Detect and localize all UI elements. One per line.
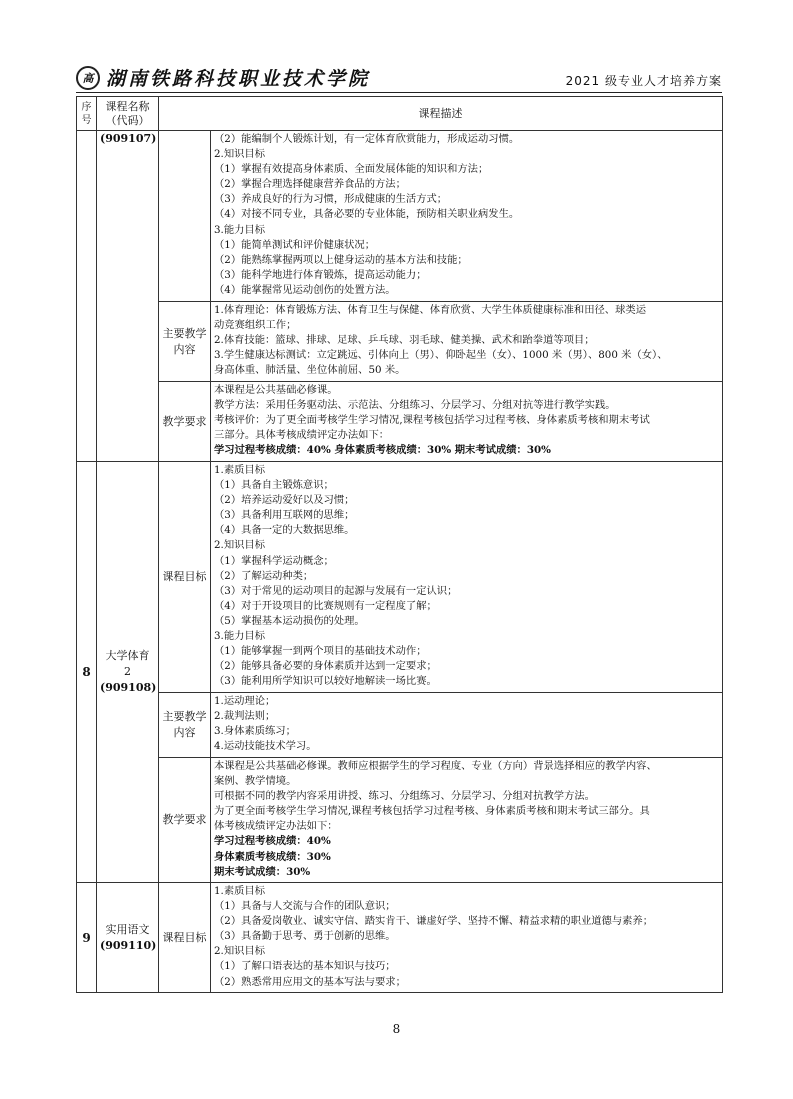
list-item: （3）对于常见的运动项目的起源与发展有一定认识； xyxy=(214,584,458,597)
table-row xyxy=(77,693,723,758)
row7-goal-label xyxy=(159,131,211,302)
page-header xyxy=(76,62,722,92)
row9-goals xyxy=(211,883,723,993)
row9-course-name xyxy=(97,883,159,993)
course-name: 大学体育 xyxy=(105,649,150,662)
list-item: （2）能够具备必要的身体素质并达到一定要求； xyxy=(214,660,437,673)
table-row xyxy=(77,462,723,693)
table-row xyxy=(77,131,723,302)
list-item: （2）培养运动爱好以及习惯； xyxy=(214,494,355,507)
list-item: 1.体育理论：体育锻炼方法、体育卫生与保健、体育欣赏、大学生体质健康标准和田径、球类运 xyxy=(214,304,646,316)
row8-req xyxy=(211,758,723,883)
list-item: 可根据不同的教学内容采用讲授、练习、分组练习、分层学习、分组对抗教学方法。 xyxy=(214,790,595,803)
list-item: （1）具备自主锻炼意识； xyxy=(214,479,334,492)
list-item: 4.运动技能技术学习。 xyxy=(214,740,317,753)
course-name-suffix: 2 xyxy=(124,665,131,678)
table-row xyxy=(77,302,723,382)
list-item: 期末考试成绩：30% xyxy=(214,865,311,878)
row8-course-name xyxy=(97,462,159,883)
list-item: 学习过程考核成绩：40% xyxy=(214,835,331,848)
list-item: （4）对接不同专业，具备必要的专业体能，预防相关职业病发生。 xyxy=(214,208,520,221)
list-item: （3）具备勤于思考、勇于创新的思维。 xyxy=(214,930,396,943)
list-item: （1）能简单测试和评价健康状况； xyxy=(214,238,376,251)
list-item: （3）具备利用互联网的思维； xyxy=(214,509,355,522)
row8-content-label: 主要教学内容 xyxy=(159,693,211,758)
row9-goal-label: 课程目标 xyxy=(159,883,211,993)
table-row xyxy=(77,758,723,883)
list-item: （1）掌握科学运动概念； xyxy=(214,554,334,567)
list-item: 2.知识目标 xyxy=(214,945,266,958)
row9-no: 9 xyxy=(77,883,97,993)
row7-goals xyxy=(211,131,723,302)
row8-goals xyxy=(211,462,723,693)
row7-no xyxy=(77,131,97,462)
col-header-no: 序号 xyxy=(77,97,97,131)
list-item: 教学方法：采用任务驱动法、示范法、分组练习、分层学习、分组对抗等进行教学实践。 xyxy=(214,399,616,412)
list-item: （2）具备爱岗敬业、诚实守信、踏实肯干、谦虚好学、坚持不懈、精益求精的职业道德与素养； xyxy=(214,915,654,928)
list-item: 3.能力目标 xyxy=(214,223,266,236)
list-item: 3.能力目标 xyxy=(214,630,266,643)
list-item: （2）能编制个人锻炼计划，有一定体育欣赏能力，形成运动习惯。 xyxy=(214,133,520,145)
table-header-row xyxy=(77,97,723,131)
list-item: （2）熟悉常用应用文的基本写法与要求； xyxy=(214,975,406,988)
list-item: （2）能熟练掌握两项以上健身运动的基本方法和技能； xyxy=(214,253,468,266)
list-item: 2.知识目标 xyxy=(214,148,266,161)
list-item: （4）能掌握常见运动创伤的处置方法。 xyxy=(214,283,396,296)
list-item: （2）了解运动种类； xyxy=(214,569,314,582)
list-item: 考核评价：为了更全面考核学生学习情况,课程考核包括学习过程考核、身体素质考核和期末考试 xyxy=(214,414,650,427)
course-code: (909110) xyxy=(100,938,157,952)
list-item: 三部分。具体考核成绩评定办法如下： xyxy=(214,429,390,442)
school-logo xyxy=(76,64,370,91)
list-item: 身高体重、肺活量、坐位体前屈、50 米。 xyxy=(214,364,406,377)
list-item: 学习过程考核成绩：40% 身体素质考核成绩：30% 期末考试成绩：30% xyxy=(214,444,551,457)
list-item: 为了更全面考核学生学习情况,课程考核包括学习过程考核、身体素质考核和期末考试三部分。具 xyxy=(214,805,650,818)
list-item: 案例、教学情境。 xyxy=(214,775,297,788)
list-item: （1）掌握有效提高身体素质、全面发展体能的知识和方法； xyxy=(214,163,489,176)
row8-req-label: 教学要求 xyxy=(159,758,211,883)
table-row xyxy=(77,382,723,462)
list-item: （4）对于开设项目的比赛规则有一定程度了解； xyxy=(214,599,437,612)
list-item: 1.素质目标 xyxy=(214,885,266,897)
row7-req-label: 教学要求 xyxy=(159,382,211,462)
list-item: 2.裁判法则； xyxy=(214,710,276,723)
list-item: （2）掌握合理选择健康营养食品的方法； xyxy=(214,178,406,191)
col-header-name: 课程名称（代码） xyxy=(97,97,159,131)
header-divider xyxy=(76,92,722,93)
row7-course-code: (909107) xyxy=(97,131,159,462)
row8-no: 8 xyxy=(77,462,97,883)
list-item: （3）能利用所学知识可以较好地解读一场比赛。 xyxy=(214,675,437,688)
list-item: （3）能科学地进行体育锻炼，提高运动能力； xyxy=(214,268,427,281)
list-item: （1）了解口语表达的基本知识与技巧； xyxy=(214,960,396,973)
row7-content xyxy=(211,302,723,382)
row8-content xyxy=(211,693,723,758)
course-table xyxy=(76,96,723,993)
list-item: （4）具备一定的大数据思维。 xyxy=(214,524,355,537)
school-name-calligraphy: 湖南铁路科技职业技术学院 xyxy=(106,68,371,90)
list-item: （3）养成良好的行为习惯，形成健康的生活方式； xyxy=(214,193,448,206)
list-item: 身体素质考核成绩：30% xyxy=(214,850,331,863)
list-item: 本课程是公共基础必修课。教师应根据学生的学习程度、专业（方向）背景选择相应的教学内容、 xyxy=(214,760,657,772)
col-header-desc: 课程描述 xyxy=(159,97,723,131)
row8-goal-label: 课程目标 xyxy=(159,462,211,693)
list-item: 1.素质目标 xyxy=(214,464,266,476)
page-number: 8 xyxy=(392,1022,401,1036)
list-item: （1）能够掌握一到两个项目的基础技术动作； xyxy=(214,645,427,658)
list-item: 3.学生健康达标测试：立定跳远、引体向上（男）、仰卧起坐（女）、1000 米（男）、800 米（女）、 xyxy=(214,349,668,362)
row7-content-label: 主要教学内容 xyxy=(159,302,211,382)
row7-req xyxy=(211,382,723,462)
course-name: 实用语文 xyxy=(105,922,150,936)
list-item: 动竞赛组织工作； xyxy=(214,319,297,332)
list-item: （1）具备与人交流与合作的团队意识； xyxy=(214,900,396,913)
list-item: 1.运动理论； xyxy=(214,695,276,707)
school-seal-icon: 高 xyxy=(76,66,100,90)
document-title: 2021 级专业人才培养方案 xyxy=(565,74,722,88)
list-item: 2.知识目标 xyxy=(214,539,266,552)
table-row xyxy=(77,883,723,993)
list-item: 2.体育技能：篮球、排球、足球、乒乓球、羽毛球、健美操、武术和跆拳道等项目； xyxy=(214,334,595,347)
list-item: 体考核成绩评定办法如下： xyxy=(214,820,338,833)
course-code: (909108) xyxy=(100,681,157,694)
list-item: 3.身体素质练习； xyxy=(214,725,296,738)
list-item: 本课程是公共基础必修课。 xyxy=(214,384,338,396)
list-item: （5）掌握基本运动损伤的处理。 xyxy=(214,614,365,627)
